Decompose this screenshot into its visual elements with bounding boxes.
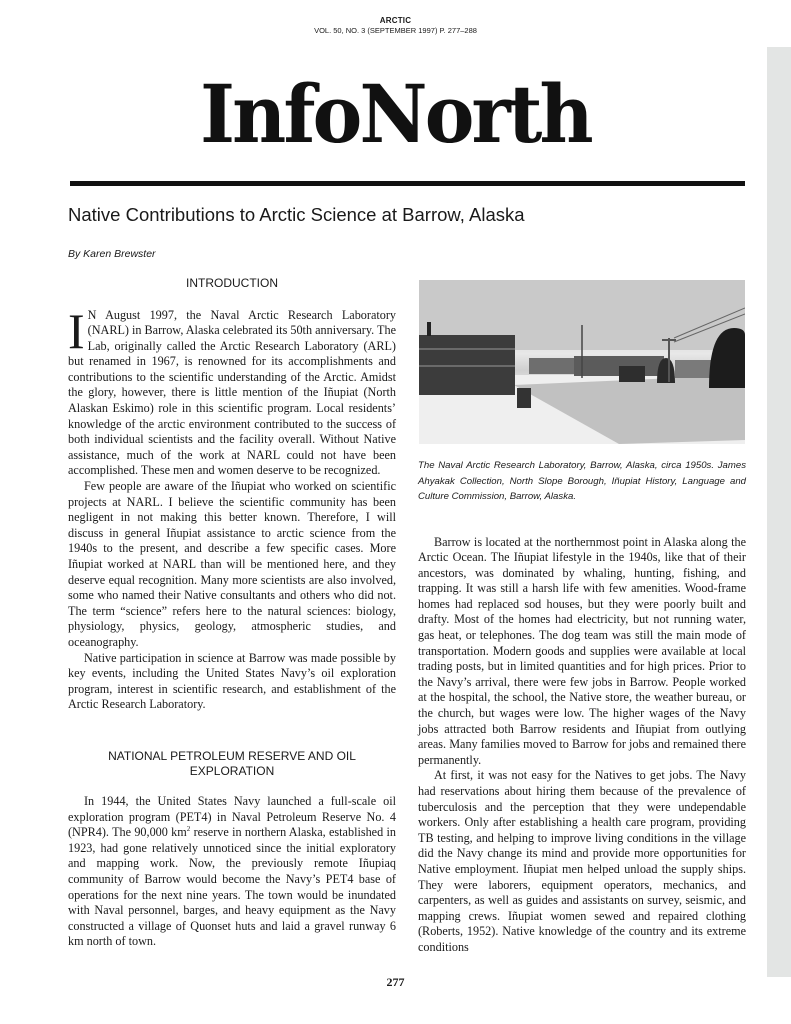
section-heading-npr: NATIONAL PETROLEUM RESERVE AND OIL EXPLORATION <box>108 748 356 779</box>
masthead-title: InfoNorth <box>200 67 591 161</box>
drop-cap: I <box>68 302 85 359</box>
journal-issue: VOL. 50, NO. 3 (SEPTEMBER 1997) P. 277–288 <box>314 26 477 35</box>
photo-caption: The Naval Arctic Research Laboratory, Barrow, Alaska, circa 1950s. James Ahyakak Collection, North Slope Borough, Iñupiat History, Language and Culture Commission, Barrow, Alaska. <box>418 460 746 502</box>
chimney <box>427 322 431 336</box>
km-squared-superscript: 2 <box>186 825 191 834</box>
journal-name: ARCTIC <box>379 16 412 25</box>
narl-photo <box>419 280 745 444</box>
page-edge-strip <box>767 47 791 977</box>
article-title: Native Contributions to Arctic Science at Barrow, Alaska <box>68 204 525 225</box>
right-paragraph-1: Barrow is located at the northernmost point in Alaska along the Arctic Ocean. The Iñupiat lifestyle in the 1940s, like that of their ancestors, was dominated by whaling, hunting, fishing, and trapping. It was still a harsh life with few amenities. Wood-frame homes had replaced sod houses, but they were poorly built and drafty. Most of the homes had electricity, but not running water, gas heat, or telephones. The dog team was still the main mode of transportation. Modern goods and supplies were available at local trading posts, but in limited quantities and for high prices. Prior to the Navy’s arrival, there were few jobs in Barrow. People worked at the hospital, the school, the Native store, the weather bureau, or the church, but wages were low. The higher wages of the Navy jobs attracted both Barrow residents and Iñupiat from outlying areas. Many families moved to Barrow for jobs and remained there permanently. <box>418 534 746 767</box>
truck <box>619 366 645 382</box>
npr-paragraph-1-text-a: In 1944, the United States Navy launched a full-scale oil exploration program (PET4) in Naval Petroleum Reserve No. 4 (NPR4). The 90,000 km <box>68 793 396 840</box>
right-column <box>418 276 746 956</box>
npr-paragraph-1-text-b: reserve in northern Alaska, established in 1923, had gone relatively unnoticed since the initial exploratory and mapping work. Now, the previously remote Iñupiaq community of Barrow would become the Navy’s PET4 base of operations for the next nine years. The town would be inundated with Naval personnel, barges, and heavy equipment as the Navy constructed a village of Quonset huts and laid a gravel runway 6 km north of town. <box>68 825 396 949</box>
intro-paragraph-1-text: N August 1997, the Naval Arctic Research Laboratory (NARL) in Barrow, Alaska celebrated its 50th anniversary. The Lab, originally called the Arctic Research Laboratory (ARL) but renamed in 1967, is renowned for its accomplishments and contributions to the scientific understanding of the Arctic. Amidst the glory, however, there is little mention of the Iñupiat (North Alaskan Eskimo) role in this scientific program. Local residents’ knowledge of the arctic environment contributed to the success of both individual scientists and the facility overall. Without Native assistance, much of the work at NARL could not have been accomplished. These men and women deserve to be recognized. <box>68 307 396 478</box>
byline: By Karen Brewster <box>68 248 156 260</box>
section-heading-introduction: INTRODUCTION <box>186 276 278 290</box>
intro-paragraph-1 <box>68 302 396 480</box>
warehouse <box>675 360 715 378</box>
building-siding <box>419 348 515 350</box>
right-paragraph-2: At first, it was not easy for the Natives to get jobs. The Navy had reservations about hiring them because of the prevalence of tuberculosis and the perception that they were undependable workers. Only after establishing a health care program, providing TB testing, and helping to improve living conditions in the village did the Navy change its mind and provide more opportunities for Native employment. Iñupiat men helped unload the supply ships. They were laborers, equipment operators, mechanics, and carpenters, as well as guides and assistants on survey, seismic, and mapping crews. Iñupiat women sewed and repaired clothing (Roberts, 1952). Native knowledge of the country and its extreme conditions <box>418 768 746 954</box>
left-column <box>68 276 396 950</box>
page-number: 277 <box>386 975 405 989</box>
distant-buildings <box>529 358 579 374</box>
intro-paragraph-3: Native participation in science at Barrow was made possible by key events, including the United States Navy’s oil exploration program, interest in scientific research, and establishment of the Arctic Research Laboratory. <box>68 650 396 712</box>
barrel <box>517 388 531 408</box>
intro-paragraph-2: Few people are aware of the Iñupiat who worked on scientific projects at NARL. I believe the scientific community has been negligent in not making this better known. Therefore, I will discuss in general Iñupiat assistance to arctic science from the 1940s to the present, and describe a few specific cases. More Iñupiat worked at NARL than will be mentioned here, and they deserve equal recognition. Many more scientists are also involved, some who named their Native consultants and others who did not. The term “science” refers here to the natural sciences: biology, physiology, physics, geology, atmospheric studies, and oceanography. <box>68 479 396 649</box>
masthead-rule <box>70 181 745 186</box>
narl-photo-illustration <box>419 280 745 444</box>
npr-paragraph-1 <box>68 794 396 950</box>
building-siding <box>419 365 515 367</box>
